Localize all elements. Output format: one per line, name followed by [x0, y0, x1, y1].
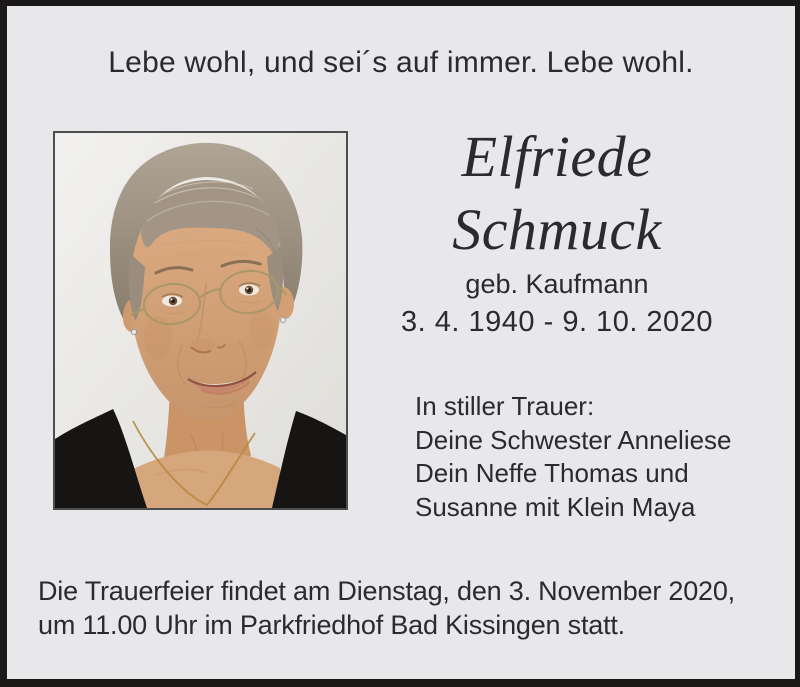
- mourners-block: [415, 390, 732, 524]
- deceased-name: [383, 120, 731, 266]
- obituary-notice: [7, 6, 795, 679]
- portrait-photo: [55, 133, 346, 508]
- funeral-line: Die Trauerfeier findet am Dienstag, den 3. November 2020,: [38, 576, 735, 606]
- portrait-photo-frame: [53, 131, 348, 510]
- maiden-name: geb. Kaufmann: [465, 269, 649, 299]
- farewell-quote: Lebe wohl, und sei´s auf immer. Lebe wohl.: [108, 46, 694, 79]
- deceased-first-name: Elfriede: [461, 124, 653, 189]
- funeral-line: um 11.00 Uhr im Parkfriedhof Bad Kissingen statt.: [38, 610, 625, 640]
- deceased-last-name: Schmuck: [452, 197, 662, 262]
- mourner-line: Susanne mit Klein Maya: [415, 491, 696, 522]
- life-dates: 3. 4. 1940 - 9. 10. 2020: [401, 306, 713, 338]
- mourners-intro: In stiller Trauer:: [415, 391, 595, 421]
- mourner-line: Dein Neffe Thomas und: [415, 458, 689, 488]
- funeral-info: [38, 574, 778, 642]
- mourner-line: Deine Schwester Anneliese: [415, 424, 732, 455]
